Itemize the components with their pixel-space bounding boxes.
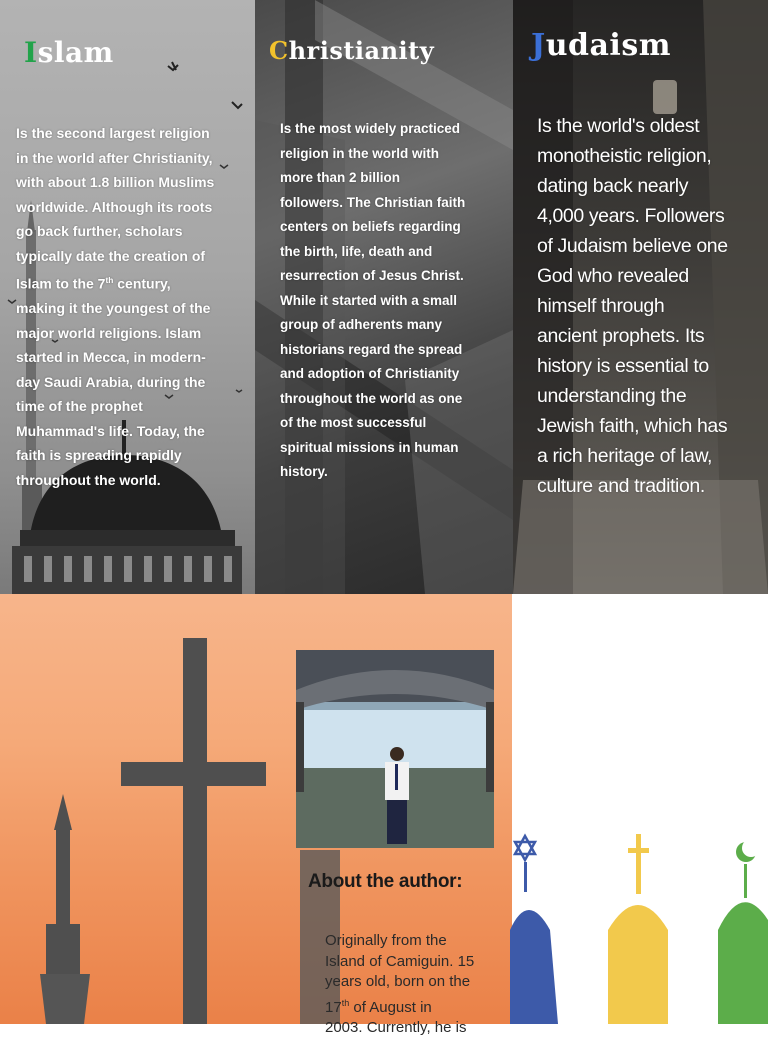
yellow-dome	[608, 905, 668, 1024]
islam-title-initial: I	[24, 36, 38, 69]
islam-text-line: faith is spreading rapidly	[16, 447, 182, 464]
judaism-description	[537, 111, 767, 501]
judaism-text-line: Is the world's oldest	[537, 115, 700, 137]
christianity-title-initial: C	[269, 36, 289, 65]
about-author-line: Originally from the	[325, 932, 447, 949]
judaism-panel	[513, 0, 768, 594]
islam-text-line: with about 1.8 billion Muslims	[16, 174, 215, 190]
cross-icon	[628, 834, 649, 894]
faith-symbols-illustration	[510, 810, 768, 1024]
about-author-line: Island of Camiguin. 15	[325, 952, 475, 970]
judaism-text-line: himself through	[537, 295, 665, 317]
christianity-text-line: more than 2 billion	[280, 170, 401, 185]
islam-text-line: started in Mecca, in modern-	[16, 349, 206, 366]
judaism-text-line: monotheistic religion,	[537, 145, 712, 167]
christianity-text-line: resurrection of Jesus Christ.	[280, 268, 464, 283]
christianity-text-line: centers on beliefs regarding	[280, 219, 461, 234]
judaism-text-line: Jewish faith, which has	[537, 415, 728, 437]
islam-text-line: typically date the creation of	[16, 247, 206, 264]
christianity-text-line: the birth, life, death and	[280, 243, 433, 259]
christianity-text-line: Is the most widely practiced	[280, 121, 461, 136]
islam-panel	[0, 0, 255, 594]
islam-title	[24, 36, 114, 69]
christianity-text-line: religion in the world with	[280, 145, 439, 161]
islam-text-line: Islam to the 7th century,	[16, 275, 171, 292]
christianity-text-line: While it started with a small	[280, 292, 458, 308]
judaism-text-line: a rich heritage of law,	[537, 445, 713, 467]
judaism-text-line: culture and tradition.	[537, 475, 705, 497]
christianity-description	[280, 117, 512, 485]
judaism-title	[531, 28, 671, 63]
islam-text-line: go back further, scholars	[16, 223, 183, 239]
about-author-line: years old, born on the	[325, 973, 471, 990]
judaism-text-line: understanding the	[537, 385, 687, 407]
christianity-text-line: and adoption of Christianity	[280, 366, 460, 381]
judaism-title-rest: udaism	[545, 28, 671, 63]
islam-text-line: time of the prophet	[16, 398, 143, 415]
christianity-text-line: followers. The Christian faith	[280, 194, 466, 210]
islam-text-line: making it the youngest of the	[16, 300, 211, 317]
christianity-title-rest: hristianity	[288, 36, 435, 65]
about-author-line: 17th of August in	[325, 997, 432, 1016]
christianity-text-line: spiritual missions in human	[280, 439, 459, 455]
christianity-text-line: group of adherents many	[280, 317, 443, 332]
judaism-text-line: history is essential to	[537, 355, 709, 377]
islam-text-line: day Saudi Arabia, during the	[16, 373, 206, 390]
islam-text-line: Is the second largest religion	[16, 125, 210, 141]
green-dome	[718, 902, 768, 1024]
star-of-david-icon	[515, 836, 535, 860]
blue-dome	[510, 910, 558, 1024]
islam-text-line: in the world after Christianity,	[16, 149, 213, 166]
about-author-heading: About the author:	[308, 871, 463, 892]
judaism-title-initial: J	[531, 28, 546, 63]
christianity-text-line: historians regard the spread	[280, 341, 463, 357]
christianity-text-line: of the most successful	[280, 415, 427, 430]
islam-text-line: Muhammad's life. Today, the	[16, 422, 205, 439]
islam-text-line: throughout the world.	[16, 471, 161, 488]
about-author-text	[325, 931, 500, 1039]
islam-description	[16, 121, 248, 492]
islam-text-line: worldwide. Although its roots	[16, 198, 213, 215]
crescent-icon	[736, 839, 760, 898]
judaism-text-line: God who revealed	[537, 265, 689, 287]
islam-text-line: major world religions. Islam	[16, 324, 202, 341]
christianity-title	[269, 36, 434, 65]
christianity-text-line: history.	[280, 464, 328, 479]
judaism-text-line: 4,000 years. Followers	[537, 205, 725, 227]
christianity-panel	[255, 0, 513, 594]
judaism-text-line: ancient prophets. Its	[537, 325, 705, 347]
judaism-text-line: dating back nearly	[537, 175, 689, 197]
author-photo	[296, 650, 494, 848]
judaism-text-line: of Judaism believe one	[537, 235, 728, 257]
about-author-line: 2003. Currently, he is	[325, 1019, 467, 1036]
islam-title-rest: slam	[37, 36, 114, 69]
christianity-text-line: throughout the world as one	[280, 390, 463, 406]
